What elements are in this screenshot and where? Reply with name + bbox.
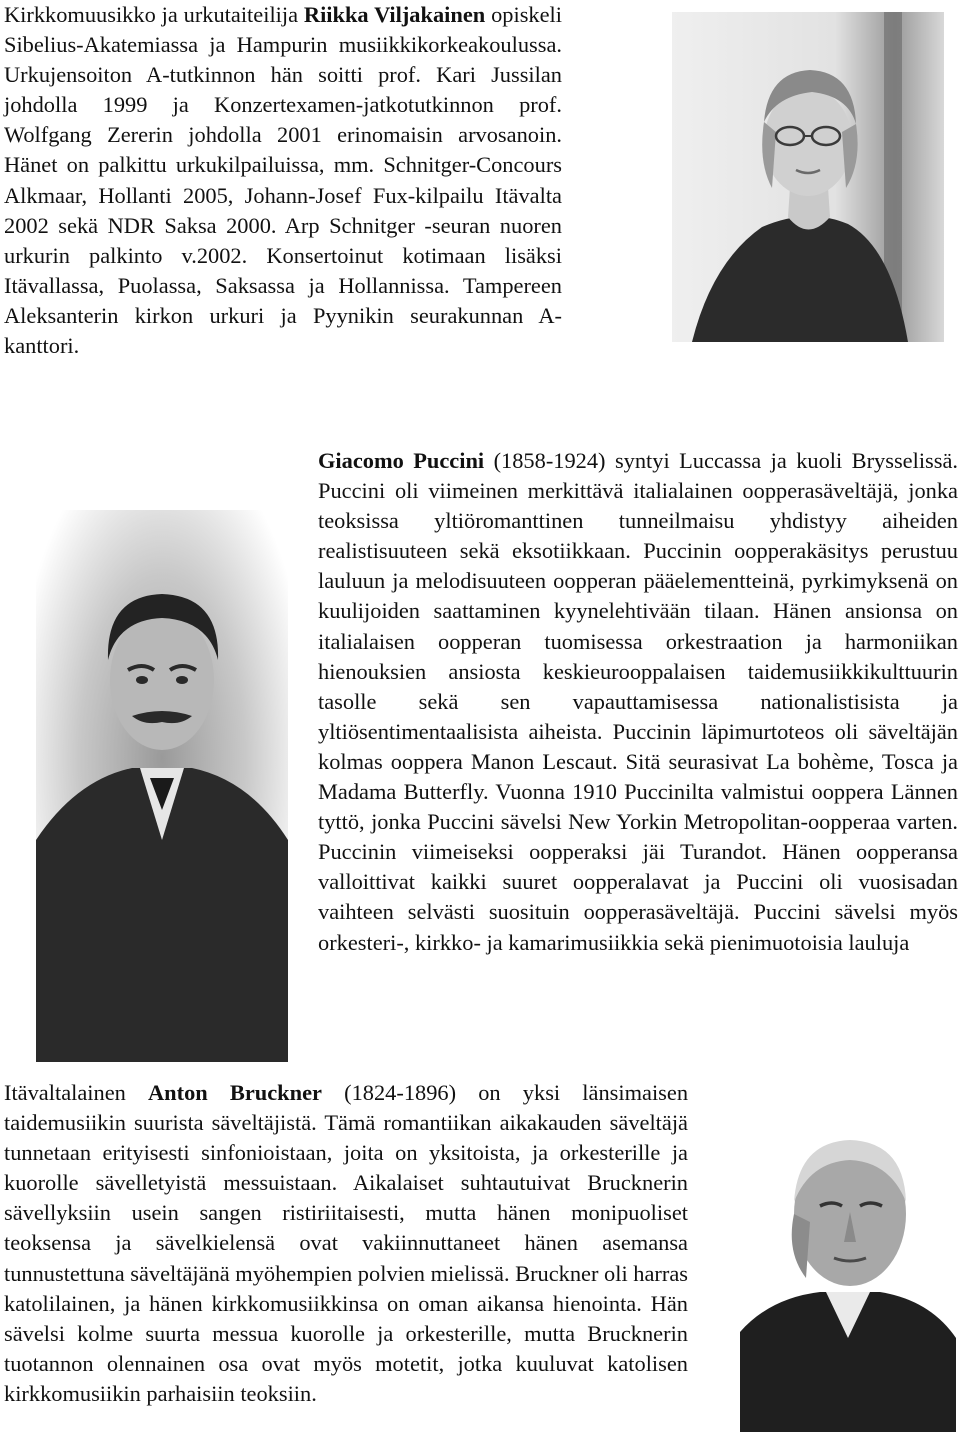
viljakainen-bio: [4, 0, 562, 361]
bruckner-text: (1824-1896) on yksi länsimaisen taidemusiikin suurista säveltäjistä. Tämä romantiikan aikakauden säveltäjä tunnetaan erityisesti sinfonioistaan, joita on yksitoista, ja orkesterille ja kuorolle sävelletyistä messuistaan. Aikalaiset suhtautuivat Brucknerin sävellyksiin usein sangen ristiriitaisesti, mutta hänen monipuoliset teoksensa ja sävelkielensä ovat vakiinnuttaneet hänen asemansa tunnustettuna säveltäjänä myöhempien polvien mielissä. Bruckner oli harras katolilainen, ja hänen kirkkomusiikkinsa on oman aikansa hienointa. Hän sävelsi kolme suurta messua kuorolle ja orkesterille, mutta Brucknerin tuotannon olennainen osa ovat myös motetit, jotka kuuluvat katolisen kirkkomusiikin parhaisiin teoksiin.: [4, 1080, 689, 1406]
viljakainen-text: opiskeli Sibelius-Akatemiassa ja Hampurin musiikkikorkeakoulussa. Urkujensoiton A-tutkinnon hän soitti prof. Kari Jussilan johdolla 1999 ja Konzertexamen-jatkotutkinnon prof. Wolfgang Zererin johdolla 2001 erinomaisin arvosanoin. Hänet on palkittu urkukilpailuissa, mm. Schnitger-Concours Alkmaar, Hollanti 2005, Johann-Josef Fux-kilpailu Itävalta 2002 sekä NDR Saksa 2000. Arp Schnitger -seuran nuoren urkurin palkinto v.2002. Konsertoinut kotimaan lisäksi Itävallassa, Puolassa, Saksassa ja Hollannissa. Tampereen Aleksanterin kirkon urkuri ja Pyynikin seurakunnan A-kanttori.: [4, 2, 562, 359]
bruckner-portrait: [740, 1102, 956, 1432]
bruckner-name: Anton Bruckner: [148, 1080, 322, 1105]
viljakainen-name: Riikka Viljakainen: [303, 2, 486, 27]
puccini-name: Giacomo Puccini: [318, 448, 485, 473]
viljakainen-intro: Kirkkomuusikko ja urkutaiteilija: [4, 2, 304, 27]
viljakainen-portrait: [672, 12, 944, 342]
puccini-text: (1858-1924) syntyi Luccassa ja kuoli Brysselissä. Puccini oli viimeinen merkittävä italialainen oopperasäveltäjä, jonka teoksissa yltiöromanttinen tunneilmaisu yhdistyy aiheiden realistisuuteen sekä eksotiikkaan. Puccinin oopperakäsitys perustuu lauluun ja melodisuuteen oopperan pääelementteinä, pyrkimyksenä on kuulijoiden saattaminen kyynelehtivään tilaan. Hänen ansionsa on italialaisen oopperan tuomisessa orkestraation ja harmoniikan hienouksien ansiosta keskieurooppalaisen taidemusiikkikulttuurin tasolle sekä sen vapauttamisessa nationalistisista ja yltiösentimentaalisista aiheista. Puccinin läpimurtoteos oli säveltäjän kolmas ooppera Manon Lescaut. Sitä seurasivat La bohème, Tosca ja Madama Butterfly. Vuonna 1910 Puccinilta valmistui ooppera Lännen tyttö, jonka Puccini sävelsi New Yorkin Metropolitan-oopperaa varten. Puccinin viimeiseksi oopperaksi jäi Turandot. Hänen oopperansa valloittivat kaikki suuret oopperalavat ja Puccini oli vuosisadan vaihteen selvästi suosituin oopperasäveltäjä. Puccini sävelsi myös orkesteri-, kirkko- ja kamarimusiikkia sekä pienimuotoisia lauluja: [318, 448, 959, 955]
puccini-bio: [318, 446, 958, 958]
bruckner-intro: Itävaltalainen: [4, 1080, 149, 1105]
puccini-portrait: [36, 510, 288, 1062]
bruckner-bio: [4, 1078, 688, 1409]
